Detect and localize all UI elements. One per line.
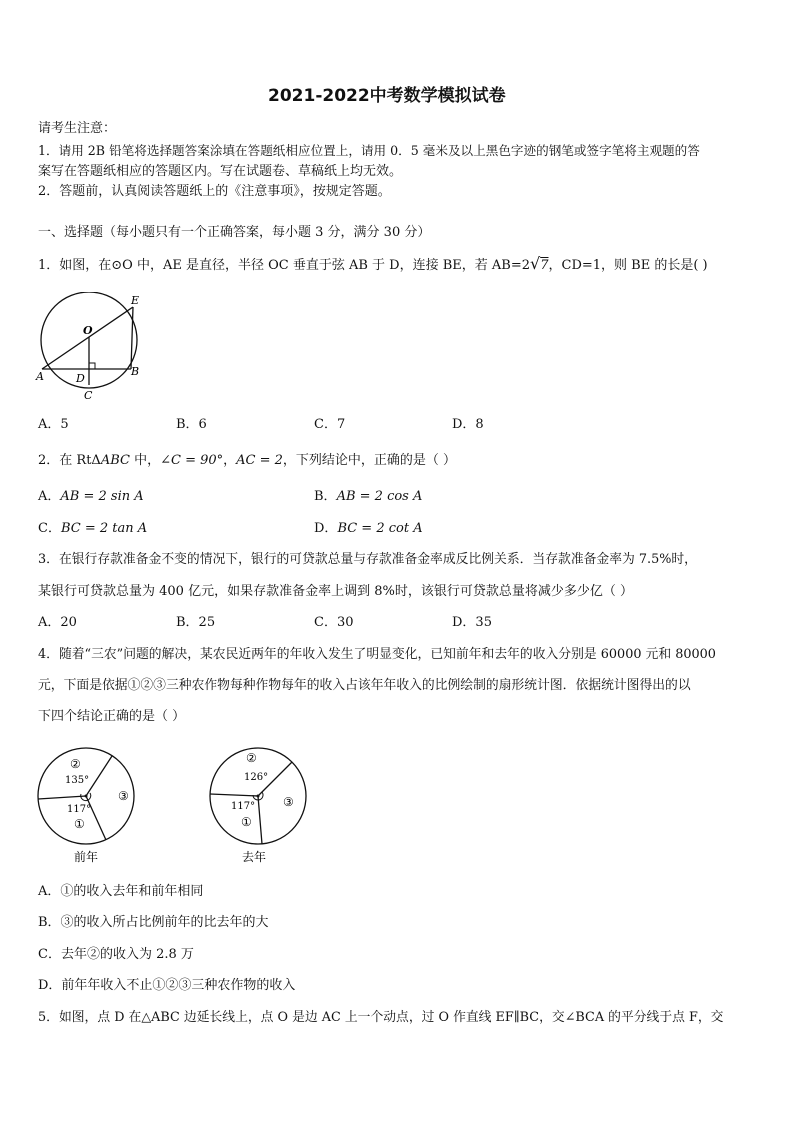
q3-option-b: B．25 bbox=[176, 615, 216, 630]
q4-line-1: 4．随着“三农”问题的解决，某农民近两年的年收入发生了明显变化，已知前年和去年的收入分别是 60000 元和 80000 bbox=[38, 647, 716, 662]
q2-option-a bbox=[38, 489, 144, 505]
pie-caption: 去年 bbox=[242, 850, 267, 864]
q5-line-1: 5．如图，点 D 在△ABC 边延长线上，点 O 是边 AC 上一个动点，过 O 作直线 EF∥BC，交∠BCA 的平分线于点 F，交 bbox=[38, 1010, 724, 1025]
pie-caption: 前年 bbox=[74, 850, 99, 864]
pie-label-3: ③ bbox=[283, 795, 294, 809]
pie-center bbox=[85, 795, 88, 798]
pie-chart-last-year bbox=[206, 744, 316, 866]
q2-option-d-label: D． bbox=[314, 521, 338, 536]
pie-center bbox=[257, 795, 260, 798]
q2-abc: ABC bbox=[100, 453, 130, 468]
q2-option-d-expr: BC = 2 cot A bbox=[337, 521, 423, 536]
right-angle-mark bbox=[89, 363, 95, 369]
q3-option-c: C．30 bbox=[314, 615, 354, 630]
q2-end: ，下列结论中，正确的是（ ） bbox=[282, 453, 457, 468]
q1-option-c: C．7 bbox=[314, 417, 346, 432]
q1-option-b: B．6 bbox=[176, 417, 207, 432]
q3-line-2: 某银行可贷款总量为 400 亿元，如果存款准备金率上调到 8%时，该银行可贷款总量将减少多少亿（ ） bbox=[38, 584, 633, 599]
q2-option-a-label: A． bbox=[38, 489, 61, 504]
q2-sep: ， bbox=[223, 453, 237, 468]
pie-radius-1 bbox=[210, 794, 258, 796]
q3-option-a: A．20 bbox=[38, 615, 77, 630]
angle-bottom-label: 117° bbox=[231, 801, 256, 812]
page-title: 2021-2022中考数学模拟试卷 bbox=[268, 86, 506, 106]
pie-chart-last-year-before bbox=[34, 744, 144, 866]
q1-stem bbox=[38, 256, 708, 274]
label-d: D bbox=[76, 372, 85, 385]
label-e: E bbox=[131, 294, 140, 307]
pie-radius-1 bbox=[38, 796, 86, 799]
diameter-ae bbox=[42, 307, 133, 369]
pie-label-1: ① bbox=[74, 817, 85, 831]
angle-top-label: 126° bbox=[244, 772, 269, 783]
pie-label-1: ① bbox=[241, 815, 252, 829]
q4-option-c: C．去年②的收入为 2.8 万 bbox=[38, 947, 194, 962]
label-b: B bbox=[131, 365, 140, 378]
q4-option-d: D．前年年收入不止①②③三种农作物的收入 bbox=[38, 978, 296, 993]
section-heading: 一、选择题（每小题只有一个正确答案，每小题 3 分，满分 30 分） bbox=[38, 225, 431, 240]
q1-option-d: D．8 bbox=[452, 417, 484, 432]
q2-option-c-label: C． bbox=[38, 521, 61, 536]
q2-prefix: 2．在 RtΔ bbox=[38, 453, 101, 468]
sqrt-symbol: √ bbox=[530, 254, 541, 273]
q4-option-a: A．①的收入去年和前年相同 bbox=[38, 884, 204, 899]
pie-radius-3 bbox=[86, 796, 106, 840]
notice-line-1b: 案写在答题纸相应的答题区内。写在试题卷、草稿纸上均无效。 bbox=[38, 164, 403, 179]
q1-radicand: 7 bbox=[540, 258, 549, 273]
q1-option-a: A．5 bbox=[38, 417, 69, 432]
q2-option-c-expr: BC = 2 tan A bbox=[60, 521, 148, 536]
q3-line-1: 3．在银行存款准备金不变的情况下，银行的可贷款总量与存款准备金率成反比例关系．当存款准备金率为 7.5%时， bbox=[38, 552, 697, 567]
notice-line-1a: 1．请用 2B 铅笔将选择题答案涂填在答题纸相应位置上，请用 0．5 毫米及以上黑色字迹的钢笔或签字笔将主观题的答 bbox=[38, 143, 700, 158]
q2-option-a-expr: AB = 2 sin A bbox=[60, 489, 144, 504]
q1-stem-text: 1．如图，在⊙O 中，AE 是直径，半径 OC 垂直于弦 AB 于 D，连接 BE，若 AB=2 bbox=[38, 258, 531, 273]
label-o: O bbox=[83, 324, 93, 337]
q2-mid: 中， bbox=[129, 453, 161, 468]
label-a: A bbox=[36, 370, 44, 383]
pie-label-2: ② bbox=[246, 751, 257, 765]
notice-line-2: 2．答题前，认真阅读答题纸上的《注意事项》，按规定答题。 bbox=[38, 184, 391, 199]
q4-line-3: 下四个结论正确的是（ ） bbox=[38, 709, 186, 724]
label-c: C bbox=[84, 389, 93, 402]
q4-option-b: B．③的收入所占比例前年的比去年的大 bbox=[38, 915, 269, 930]
q4-line-2: 元，下面是依据①②③三种农作物每种作物每年的收入占该年年收入的比例绘制的扇形统计图．依据统计图得出的以 bbox=[38, 678, 691, 693]
q2-option-b-expr: AB = 2 cos A bbox=[336, 489, 423, 504]
q2-option-c bbox=[38, 521, 147, 537]
angle-top-label: 135° bbox=[65, 775, 90, 786]
pie-radius-2 bbox=[86, 756, 112, 796]
pie-label-3: ③ bbox=[118, 789, 129, 803]
q2-ac: AC = 2 bbox=[236, 453, 283, 468]
q2-angle: ∠C = 90° bbox=[160, 453, 224, 468]
q2-option-b-label: B． bbox=[314, 489, 337, 504]
angle-bottom-label: 117° bbox=[67, 804, 92, 815]
q2-stem bbox=[38, 453, 456, 469]
q3-option-d: D．35 bbox=[452, 615, 492, 630]
q1-stem-end: ，CD=1，则 BE 的长是( ) bbox=[548, 258, 708, 273]
q2-option-d bbox=[314, 521, 423, 537]
pie-label-2: ② bbox=[70, 757, 81, 771]
q2-option-b bbox=[314, 489, 422, 505]
q1-circle-figure bbox=[30, 292, 150, 404]
pie-radius-3 bbox=[258, 796, 262, 844]
notice-heading: 请考生注意： bbox=[38, 121, 117, 136]
